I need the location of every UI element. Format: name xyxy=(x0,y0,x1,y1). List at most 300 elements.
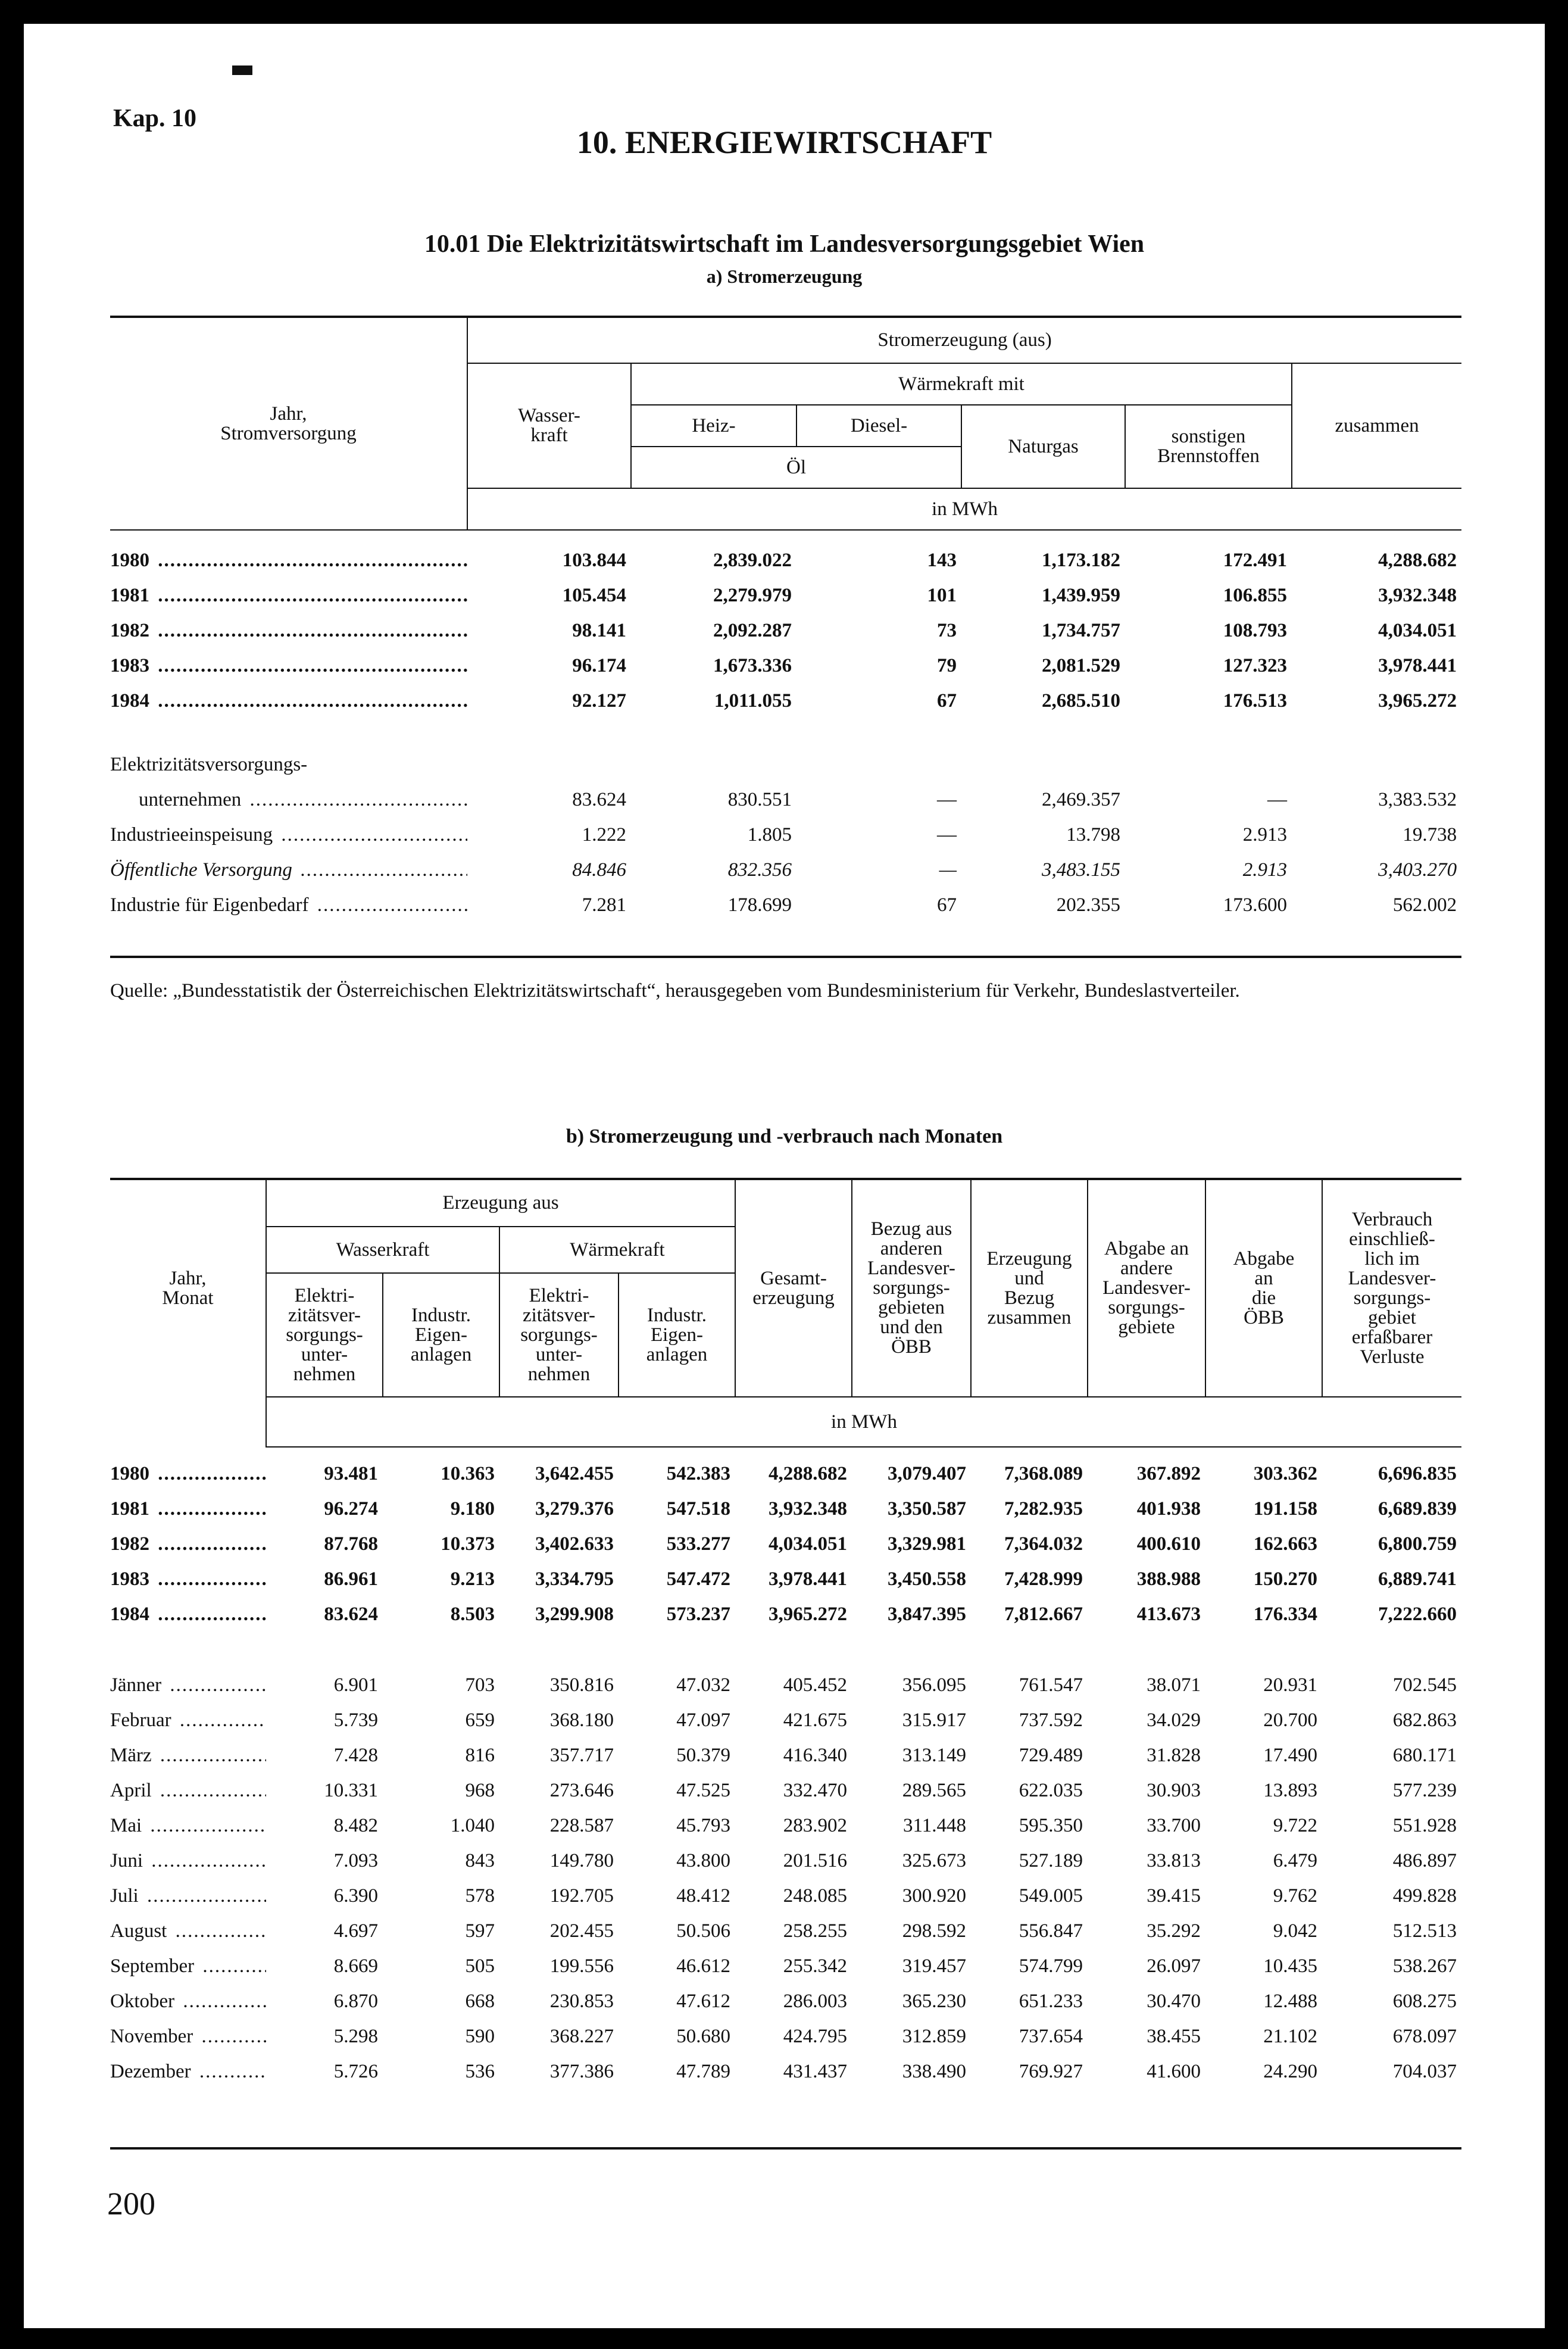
table-cell: 47.525 xyxy=(676,1780,730,1801)
header-wasserkraft-b: Wasserkraft xyxy=(266,1227,499,1273)
table-cell: 577.239 xyxy=(1392,1780,1457,1801)
table-row xyxy=(110,1984,1461,2019)
table-row xyxy=(110,578,1461,613)
table-cell: 101 xyxy=(927,585,957,606)
header-waermekraft: Wärmekraft mit xyxy=(631,363,1292,405)
table-cell: 737.592 xyxy=(1019,1710,1083,1731)
header-heiz: Heiz- xyxy=(631,405,797,447)
header-jahr: Jahr, Stromversorgung xyxy=(110,318,467,530)
table-cell: 350.816 xyxy=(549,1674,614,1696)
table-cell: 86.961 xyxy=(324,1568,378,1590)
header-unit: in MWh xyxy=(467,488,1461,530)
page-number: 200 xyxy=(107,2186,155,2222)
table-cell: 668 xyxy=(465,1991,495,2012)
table-cell: 2.913 xyxy=(1242,859,1287,881)
header-stromerzeugung: Stromerzeugung (aus) xyxy=(467,318,1461,363)
table-cell: 47.789 xyxy=(676,2061,730,2082)
table-cell: 2,839.022 xyxy=(713,550,792,571)
table-cell: 421.675 xyxy=(783,1710,847,1731)
table-cell: 682.863 xyxy=(1392,1710,1457,1731)
table-cell: 30.470 xyxy=(1147,1991,1201,2012)
table-row xyxy=(110,818,1461,853)
table-cell: 368.227 xyxy=(549,2026,614,2047)
table-row xyxy=(110,1738,1461,1773)
table-cell: 50.680 xyxy=(676,2026,730,2047)
table-cell: 199.556 xyxy=(549,1955,614,1977)
table-cell: 26.097 xyxy=(1147,1955,1201,1977)
table-cell: 7.428 xyxy=(333,1745,378,1766)
table-row xyxy=(110,1949,1461,1984)
table-row xyxy=(110,613,1461,648)
table-cell: 9.213 xyxy=(450,1568,495,1590)
table-cell: 527.189 xyxy=(1019,1850,1083,1871)
table-cell: 83.624 xyxy=(572,789,626,810)
header-gesamterzeugung: Gesamt- erzeugung xyxy=(735,1180,852,1397)
table-cell: 108.793 xyxy=(1223,620,1287,641)
row-label: 1981 ..... xyxy=(110,1492,266,1527)
table-cell: 702.545 xyxy=(1392,1674,1457,1696)
table-cell: 2,081.529 xyxy=(1042,655,1120,676)
table-cell: 3,932.348 xyxy=(769,1498,847,1520)
table-cell: 3,978.441 xyxy=(769,1568,847,1590)
table-cell: 6.870 xyxy=(333,1991,378,2012)
table-cell: 105.454 xyxy=(562,585,626,606)
table-monate xyxy=(110,1180,1461,2089)
table-cell: 3,483.155 xyxy=(1042,859,1120,881)
table-cell: 3,965.272 xyxy=(1378,690,1457,712)
table-cell: 6,696.835 xyxy=(1378,1463,1457,1484)
table-cell: 50.506 xyxy=(676,1920,730,1942)
table-cell: 33.813 xyxy=(1147,1850,1201,1871)
table-cell: 230.853 xyxy=(549,1991,614,2012)
table-cell: 172.491 xyxy=(1223,550,1287,571)
table-cell: 3,932.348 xyxy=(1378,585,1457,606)
table-cell: 556.847 xyxy=(1019,1920,1083,1942)
table-cell: 43.800 xyxy=(676,1850,730,1871)
table-row xyxy=(110,1597,1461,1632)
table-cell: 4,288.682 xyxy=(769,1463,847,1484)
row-label: 1982 ..... xyxy=(110,1527,266,1562)
table-cell: 1.222 xyxy=(582,824,626,846)
row-label: 1983 ..... xyxy=(110,648,467,684)
table-cell: 6,689.839 xyxy=(1378,1498,1457,1520)
table-cell: 19.738 xyxy=(1403,824,1457,846)
table-row xyxy=(110,1914,1461,1949)
table-cell: 1,673.336 xyxy=(713,655,792,676)
row-label: 1983 ..... xyxy=(110,1562,266,1597)
table-cell: 173.600 xyxy=(1223,894,1287,916)
row-label: Mai ..... xyxy=(110,1808,266,1843)
table-cell: 283.902 xyxy=(783,1815,847,1836)
header-verbrauch: Verbrauch einschließ- lich im Landesver- sorgungs- gebiet erfaßbarer Verluste xyxy=(1348,1208,1436,1368)
table-row xyxy=(110,782,1461,818)
table-cell: 84.846 xyxy=(572,859,626,881)
table-cell: — xyxy=(937,824,957,846)
table-cell: 7,364.032 xyxy=(1004,1533,1083,1555)
table-cell: 405.452 xyxy=(783,1674,847,1696)
rule xyxy=(110,956,1461,958)
table-cell: 83.624 xyxy=(324,1604,378,1625)
table-row xyxy=(110,1808,1461,1843)
table-cell: 816 xyxy=(465,1745,495,1766)
table-cell: 6,889.741 xyxy=(1378,1568,1457,1590)
table-cell: 574.799 xyxy=(1019,1955,1083,1977)
table-cell: 703 xyxy=(465,1674,495,1696)
table-cell: 33.700 xyxy=(1147,1815,1201,1836)
table-row xyxy=(110,543,1461,578)
table-cell: 17.490 xyxy=(1263,1745,1317,1766)
table-row xyxy=(110,1668,1461,1703)
row-label: Juni ..... xyxy=(110,1843,266,1879)
table-cell: 2,469.357 xyxy=(1042,789,1120,810)
header-oel: Öl xyxy=(631,447,961,488)
table-cell: 356.095 xyxy=(902,1674,966,1696)
table-cell: 103.844 xyxy=(562,550,626,571)
row-label: Dezember ..... xyxy=(110,2054,266,2089)
table-cell: 486.897 xyxy=(1392,1850,1457,1871)
table-cell: 590 xyxy=(465,2026,495,2047)
table-cell: 7.281 xyxy=(582,894,626,916)
table-cell: 24.290 xyxy=(1263,2061,1317,2082)
table-cell: 289.565 xyxy=(902,1780,966,1801)
table-cell: 578 xyxy=(465,1885,495,1907)
table-cell: 729.489 xyxy=(1019,1745,1083,1766)
table-cell: 365.230 xyxy=(902,1991,966,2012)
table-cell: 202.355 xyxy=(1056,894,1120,916)
table-cell: 92.127 xyxy=(572,690,626,712)
table-cell: 9.180 xyxy=(450,1498,495,1520)
table-cell: 377.386 xyxy=(549,2061,614,2082)
table-cell: 597 xyxy=(465,1920,495,1942)
table-cell: 10.363 xyxy=(441,1463,495,1484)
table-cell: 67 xyxy=(937,690,957,712)
table-cell: 401.938 xyxy=(1136,1498,1201,1520)
table-cell: 368.180 xyxy=(549,1710,614,1731)
header-abgabe-andere: Abgabe an andere Landesver- sorgungs- gebiete xyxy=(1088,1180,1205,1397)
table-cell: 3,334.795 xyxy=(535,1568,614,1590)
table-row xyxy=(110,1456,1461,1492)
row-label: April ..... xyxy=(110,1773,266,1808)
table-cell: 3,978.441 xyxy=(1378,655,1457,676)
table-row xyxy=(110,1492,1461,1527)
table-cell: 35.292 xyxy=(1147,1920,1201,1942)
row-label: 1981 ..... xyxy=(110,578,467,613)
table-cell: — xyxy=(1267,789,1287,810)
table-cell: 21.102 xyxy=(1263,2026,1317,2047)
table-cell: 2.913 xyxy=(1242,824,1287,846)
table-row xyxy=(110,1562,1461,1597)
header-ind-waerme: Industr. Eigen- anlagen xyxy=(619,1273,735,1397)
table-cell: 3,847.395 xyxy=(888,1604,966,1625)
row-label: Jänner ..... xyxy=(110,1668,266,1703)
row-label: 1984 ..... xyxy=(110,684,467,719)
part-b-title: b) Stromerzeugung und -verbrauch nach Monaten xyxy=(566,1125,1003,1147)
table-cell: 968 xyxy=(465,1780,495,1801)
table-cell: 832.356 xyxy=(727,859,792,881)
table-cell: 4,288.682 xyxy=(1378,550,1457,571)
row-label: Juli ..... xyxy=(110,1879,266,1914)
header-wasserkraft: Wasser- kraft xyxy=(467,363,631,488)
table-row xyxy=(110,888,1461,923)
source-note: Quelle: „Bundesstatistik der Österreichischen Elektrizitätswirtschaft“, herausgegeben vom Bundesministerium für Verkehr, Bundeslastverteiler. xyxy=(110,980,1240,1002)
table-cell: 562.002 xyxy=(1392,894,1457,916)
header-ind-wasser: Industr. Eigen- anlagen xyxy=(383,1273,499,1397)
table-cell: 228.587 xyxy=(549,1815,614,1836)
row-label: Industrieeinspeisung ..... xyxy=(110,818,467,853)
table-row xyxy=(110,1843,1461,1879)
header-abgabe-oebb: Abgabe an die ÖBB xyxy=(1205,1180,1322,1397)
table-cell: 680.171 xyxy=(1392,1745,1457,1766)
table-cell: 9.042 xyxy=(1273,1920,1317,1942)
page-title: 10. ENERGIEWIRTSCHAFT xyxy=(576,124,992,160)
table-cell: 3,403.270 xyxy=(1378,859,1457,881)
table-cell: 202.455 xyxy=(549,1920,614,1942)
table-cell: 201.516 xyxy=(783,1850,847,1871)
table-cell: 595.350 xyxy=(1019,1815,1083,1836)
table-cell: 8.669 xyxy=(333,1955,378,1977)
table-cell: 3,642.455 xyxy=(535,1463,614,1484)
table-cell: 651.233 xyxy=(1019,1991,1083,2012)
table-cell: 79 xyxy=(937,655,957,676)
table-cell: 424.795 xyxy=(783,2026,847,2047)
row-label: Februar ..... xyxy=(110,1703,266,1738)
table-row xyxy=(110,648,1461,684)
row-label: unternehmen ..... xyxy=(110,782,467,818)
table-cell: 10.373 xyxy=(441,1533,495,1555)
table-cell: 96.274 xyxy=(324,1498,378,1520)
table-cell: 127.323 xyxy=(1223,655,1287,676)
table-cell: 162.663 xyxy=(1253,1533,1317,1555)
table-row xyxy=(110,1703,1461,1738)
table-cell: 3,329.981 xyxy=(888,1533,966,1555)
table-row xyxy=(110,684,1461,719)
table-cell: 769.927 xyxy=(1019,2061,1083,2082)
table-cell: 416.340 xyxy=(783,1745,847,1766)
table-cell: 5.298 xyxy=(333,2026,378,2047)
header-evu-wasser: Elektri- zitätsver- sorgungs- unter- nehmen xyxy=(266,1273,383,1397)
table-cell: 258.255 xyxy=(783,1920,847,1942)
table-cell: 4,034.051 xyxy=(1378,620,1457,641)
table-cell: 298.592 xyxy=(902,1920,966,1942)
group-label: Elektrizitätsversorgungs- xyxy=(110,754,308,775)
table-cell: 547.518 xyxy=(666,1498,730,1520)
table-cell: 255.342 xyxy=(783,1955,847,1977)
table-cell: 325.673 xyxy=(902,1850,966,1871)
table-cell: 3,279.376 xyxy=(535,1498,614,1520)
table-cell: 3,965.272 xyxy=(769,1604,847,1625)
scan-mark xyxy=(232,65,252,75)
table-cell: 38.071 xyxy=(1147,1674,1201,1696)
table-cell: 3,383.532 xyxy=(1378,789,1457,810)
table-cell: 622.035 xyxy=(1019,1780,1083,1801)
header-diesel: Diesel- xyxy=(797,405,961,447)
table-cell: 499.828 xyxy=(1392,1885,1457,1907)
table-cell: 13.893 xyxy=(1263,1780,1317,1801)
table-row xyxy=(110,853,1461,888)
table-cell: 34.029 xyxy=(1147,1710,1201,1731)
table-cell: 2,279.979 xyxy=(713,585,792,606)
table-row xyxy=(110,2054,1461,2089)
table-cell: 1.040 xyxy=(450,1815,495,1836)
header-zusammen: zusammen xyxy=(1335,414,1419,436)
table-cell: 5.739 xyxy=(333,1710,378,1731)
table-cell: 388.988 xyxy=(1136,1568,1201,1590)
table-cell: 149.780 xyxy=(549,1850,614,1871)
table-cell: 737.654 xyxy=(1019,2026,1083,2047)
table-cell: 547.472 xyxy=(666,1568,730,1590)
table-cell: 2,685.510 xyxy=(1042,690,1120,712)
table-cell: 20.931 xyxy=(1263,1674,1317,1696)
table-cell: 6.479 xyxy=(1273,1850,1317,1871)
table-cell: 313.149 xyxy=(902,1745,966,1766)
rule xyxy=(110,2147,1461,2150)
table-cell: 10.435 xyxy=(1263,1955,1317,1977)
table-cell: 357.717 xyxy=(549,1745,614,1766)
row-label: 1982 ..... xyxy=(110,613,467,648)
table-cell: 659 xyxy=(465,1710,495,1731)
header-naturgas: Naturgas xyxy=(961,405,1125,488)
table-cell: 312.859 xyxy=(902,2026,966,2047)
row-label: November ..... xyxy=(110,2019,266,2054)
table-cell: 1,439.959 xyxy=(1042,585,1120,606)
row-label: 1984 ..... xyxy=(110,1597,266,1632)
table-cell: 7.093 xyxy=(333,1850,378,1871)
chapter-label: Kap. 10 xyxy=(113,105,197,132)
table-row xyxy=(110,1527,1461,1562)
table-cell: 3,450.558 xyxy=(888,1568,966,1590)
row-label: August ..... xyxy=(110,1914,266,1949)
row-label: 1980 ..... xyxy=(110,543,467,578)
table-cell: 4,034.051 xyxy=(769,1533,847,1555)
table-cell: 48.412 xyxy=(676,1885,730,1907)
table-cell: 30.903 xyxy=(1147,1780,1201,1801)
table-cell: 286.003 xyxy=(783,1991,847,2012)
table-cell: 50.379 xyxy=(676,1745,730,1766)
header-sonstigen: sonstigen Brennstoffen xyxy=(1125,405,1292,488)
table-cell: 13.798 xyxy=(1066,824,1120,846)
table-cell: 10.331 xyxy=(324,1780,378,1801)
table-cell: 505 xyxy=(465,1955,495,1977)
table-cell: 608.275 xyxy=(1392,1991,1457,2012)
table-stromerzeugung xyxy=(110,318,1461,923)
table-cell: 431.437 xyxy=(783,2061,847,2082)
table-cell: 338.490 xyxy=(902,2061,966,2082)
table-cell: 4.697 xyxy=(333,1920,378,1942)
table-cell: 93.481 xyxy=(324,1463,378,1484)
part-a-title: a) Stromerzeugung xyxy=(706,266,863,287)
table-cell: 106.855 xyxy=(1223,585,1287,606)
header-erzeugung-bezug: Erzeugung und Bezug zusammen xyxy=(971,1180,1088,1397)
table-cell: 273.646 xyxy=(549,1780,614,1801)
table-cell: 843 xyxy=(465,1850,495,1871)
table-cell: 413.673 xyxy=(1136,1604,1201,1625)
table-cell: 47.097 xyxy=(676,1710,730,1731)
table-cell: 176.513 xyxy=(1223,690,1287,712)
table-cell: 87.768 xyxy=(324,1533,378,1555)
table-cell: 3,079.407 xyxy=(888,1463,966,1484)
table-cell: 7,282.935 xyxy=(1004,1498,1083,1520)
table-cell: 678.097 xyxy=(1392,2026,1457,2047)
table-cell: 1,734.757 xyxy=(1042,620,1120,641)
table-cell: 9.762 xyxy=(1273,1885,1317,1907)
table-cell: 98.141 xyxy=(572,620,626,641)
table-cell: 191.158 xyxy=(1253,1498,1317,1520)
header-unit-b: in MWh xyxy=(266,1397,1461,1447)
table-cell: 46.612 xyxy=(676,1955,730,1977)
table-row xyxy=(110,1879,1461,1914)
table-cell: 542.383 xyxy=(666,1463,730,1484)
table-cell: 6.390 xyxy=(333,1885,378,1907)
table-cell: 332.470 xyxy=(783,1780,847,1801)
table-cell: 512.513 xyxy=(1392,1920,1457,1942)
header-waermekraft-b: Wärmekraft xyxy=(499,1227,735,1273)
table-cell: 303.362 xyxy=(1253,1463,1317,1484)
table-cell: 7,222.660 xyxy=(1378,1604,1457,1625)
table-row xyxy=(110,2019,1461,2054)
table-cell: 6,800.759 xyxy=(1378,1533,1457,1555)
table-cell: 315.917 xyxy=(902,1710,966,1731)
table-cell: 7,428.999 xyxy=(1004,1568,1083,1590)
table-cell: 31.828 xyxy=(1147,1745,1201,1766)
table-cell: 20.700 xyxy=(1263,1710,1317,1731)
row-label: Öffentliche Versorgung ..... xyxy=(110,853,467,888)
row-label: Oktober ..... xyxy=(110,1984,266,2019)
table-cell: 533.277 xyxy=(666,1533,730,1555)
section-title: 10.01 Die Elektrizitätswirtschaft im Landesversorgungsgebiet Wien xyxy=(424,230,1145,258)
table-cell: 150.270 xyxy=(1253,1568,1317,1590)
table-cell: 5.726 xyxy=(333,2061,378,2082)
table-cell: 573.237 xyxy=(666,1604,730,1625)
page xyxy=(24,24,1545,2328)
table-cell: 551.928 xyxy=(1392,1815,1457,1836)
table-cell: — xyxy=(937,789,957,810)
table-cell: 39.415 xyxy=(1147,1885,1201,1907)
table-cell: 192.705 xyxy=(549,1885,614,1907)
table-cell: 248.085 xyxy=(783,1885,847,1907)
table-cell: 47.032 xyxy=(676,1674,730,1696)
table-cell: 400.610 xyxy=(1136,1533,1201,1555)
table-cell: 2,092.287 xyxy=(713,620,792,641)
table-cell: 12.488 xyxy=(1263,1991,1317,2012)
table-cell: 47.612 xyxy=(676,1991,730,2012)
table-cell: 38.455 xyxy=(1147,2026,1201,2047)
row-label: März ..... xyxy=(110,1738,266,1773)
row-label: Industrie für Eigenbedarf ..... xyxy=(110,888,467,923)
table-cell: 7,812.667 xyxy=(1004,1604,1083,1625)
table-cell: 536 xyxy=(465,2061,495,2082)
header-jahr-monat: Jahr, Monat xyxy=(110,1180,266,1397)
table-cell: 96.174 xyxy=(572,655,626,676)
table-cell: 9.722 xyxy=(1273,1815,1317,1836)
table-cell: 3,299.908 xyxy=(535,1604,614,1625)
table-cell: 311.448 xyxy=(902,1815,966,1836)
table-cell: 1,173.182 xyxy=(1042,550,1120,571)
table-row xyxy=(110,1773,1461,1808)
table-cell: 549.005 xyxy=(1019,1885,1083,1907)
table-cell: 704.037 xyxy=(1392,2061,1457,2082)
row-label: September ..... xyxy=(110,1949,266,1984)
table-cell: 7,368.089 xyxy=(1004,1463,1083,1484)
table-cell: 538.267 xyxy=(1392,1955,1457,1977)
table-cell: 73 xyxy=(937,620,957,641)
table-cell: 830.551 xyxy=(727,789,792,810)
table-cell: 178.699 xyxy=(727,894,792,916)
table-cell: 3,350.587 xyxy=(888,1498,966,1520)
table-cell: 143 xyxy=(927,550,957,571)
table-cell: 3,402.633 xyxy=(535,1533,614,1555)
table-cell: 6.901 xyxy=(333,1674,378,1696)
table-cell: 67 xyxy=(937,894,957,916)
